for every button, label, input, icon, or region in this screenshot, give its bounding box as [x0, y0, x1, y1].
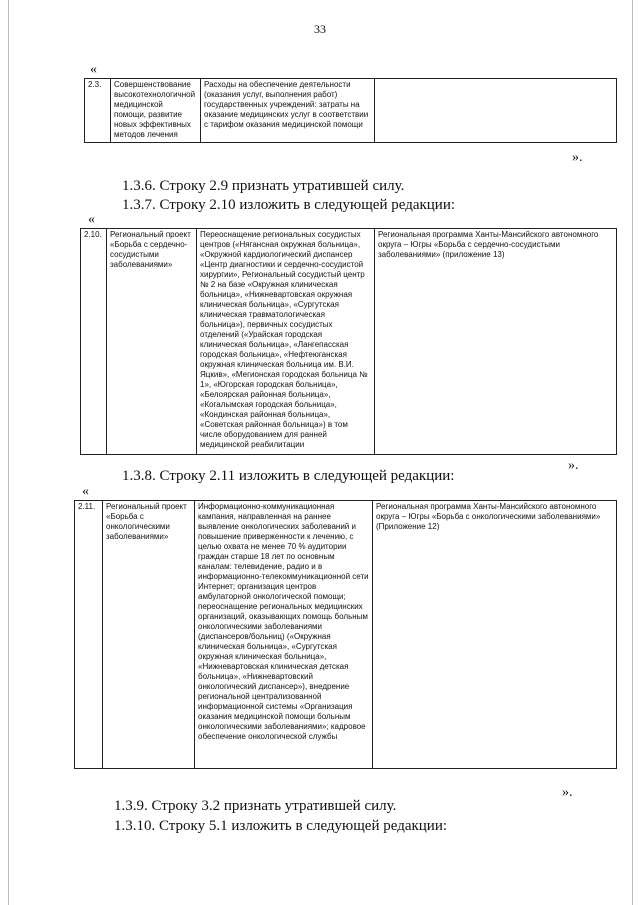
paragraph-1-3-9: 1.3.9. Строку 3.2 признать утратившей силу. [114, 798, 397, 814]
row-number: 2.11. [75, 501, 103, 769]
table-row-2-10 [80, 228, 617, 455]
table-row-2-11 [74, 500, 617, 769]
row-description: Расходы на обеспечение деятельности (оказания услуг, выполнения работ) государственных учреждений: затраты на оказание медицинских услуг в соответствии с тарифом оказания медицинской помощи [201, 79, 375, 143]
row-description: Переоснащение региональных сосудистых центров («Нягансная окружная больница», «Окружной кардиологический диспансер «Центр диагностики и сердечно-сосудистой хирургии», Региональный сосудистый центр № 2 на базе «Окружная клиническая больница», «Нижневартовская окружная клиническая больница», «Сургутская клиническая травматологическая больница»), первичных сосудистых отделений («Урайская городская клиническая больница», «Лангепасская городская больница», «Нефтеюганская окружная клиническая больница им. В.И. Яцкив», «Мегионская городская больница № 1», «Югорская городская больница», «Белоярская районная больница», «Когалымская городская больница», «Кондинская районная больница», «Советская районная больница») в том числе оборудованием для ранней медицинской реабилитации [197, 229, 375, 455]
scan-edge-left [8, 0, 9, 905]
quote-close-2: ». [568, 458, 579, 473]
quote-open-2: « [88, 212, 95, 227]
row-name: Региональный проект «Борьба с сердечно-сосудистыми заболеваниями» [107, 229, 197, 455]
page-number: 33 [314, 22, 326, 36]
row-source: Региональная программа Ханты-Мансийского автономного округа – Югры «Борьба с онкологическими заболеваниями» (Приложение 12) [373, 501, 617, 769]
quote-close-1: ». [572, 150, 583, 165]
paragraph-1-3-7: 1.3.7. Строку 2.10 изложить в следующей редакции: [122, 197, 456, 213]
row-name: Региональный проект «Борьба с онкологическими заболеваниями» [103, 501, 195, 769]
scan-edge-right [632, 0, 633, 905]
quote-close-3: ». [562, 785, 573, 800]
quote-open-3: « [82, 484, 89, 499]
quote-open-1: « [90, 62, 97, 77]
paragraph-1-3-6: 1.3.6. Строку 2.9 признать утратившей силу. [122, 178, 405, 194]
row-source: Региональная программа Ханты-Мансийского автономного округа – Югры «Борьба с сердечно-сосудистыми заболеваниями» (приложение 13) [375, 229, 617, 455]
row-name: Совершенствование высокотехнологичной медицинской помощи, развитие новых эффективных методов лечения [111, 79, 201, 143]
paragraph-1-3-10: 1.3.10. Строку 5.1 изложить в следующей редакции: [114, 818, 448, 834]
paragraph-1-3-8: 1.3.8. Строку 2.11 изложить в следующей редакции: [122, 468, 455, 484]
row-number: 2.3. [85, 79, 111, 143]
table-row-2-3 [84, 78, 617, 143]
row-number: 2.10. [81, 229, 107, 455]
row-source [375, 79, 617, 143]
row-description: Информационно-коммуникационная кампания, направленная на раннее выявление онкологических заболеваний и повышение приверженности к лечению, с целью охвата не менее 70 % аудитории граждан старше 18 лет по основным каналам: телевидение, радио и в информационно-телекоммуникационной сети Интернет; организация центров амбулаторной онкологической помощи; переоснащение региональных медицинских организаций, оказывающих помощь больным онкологическими заболеваниями (диспансеров/больниц) («Окружная клиническая больница», «Сургутская окружная клиническая больница», «Нижневартовская клиническая детская больница», «Нижневартовский онкологический диспансер»), внедрение региональной централизованной информационной системы «Организация оказания медицинской помощи больным онкологическими заболеваниями»; кадровое обеспечение онкологической службы [195, 501, 373, 769]
